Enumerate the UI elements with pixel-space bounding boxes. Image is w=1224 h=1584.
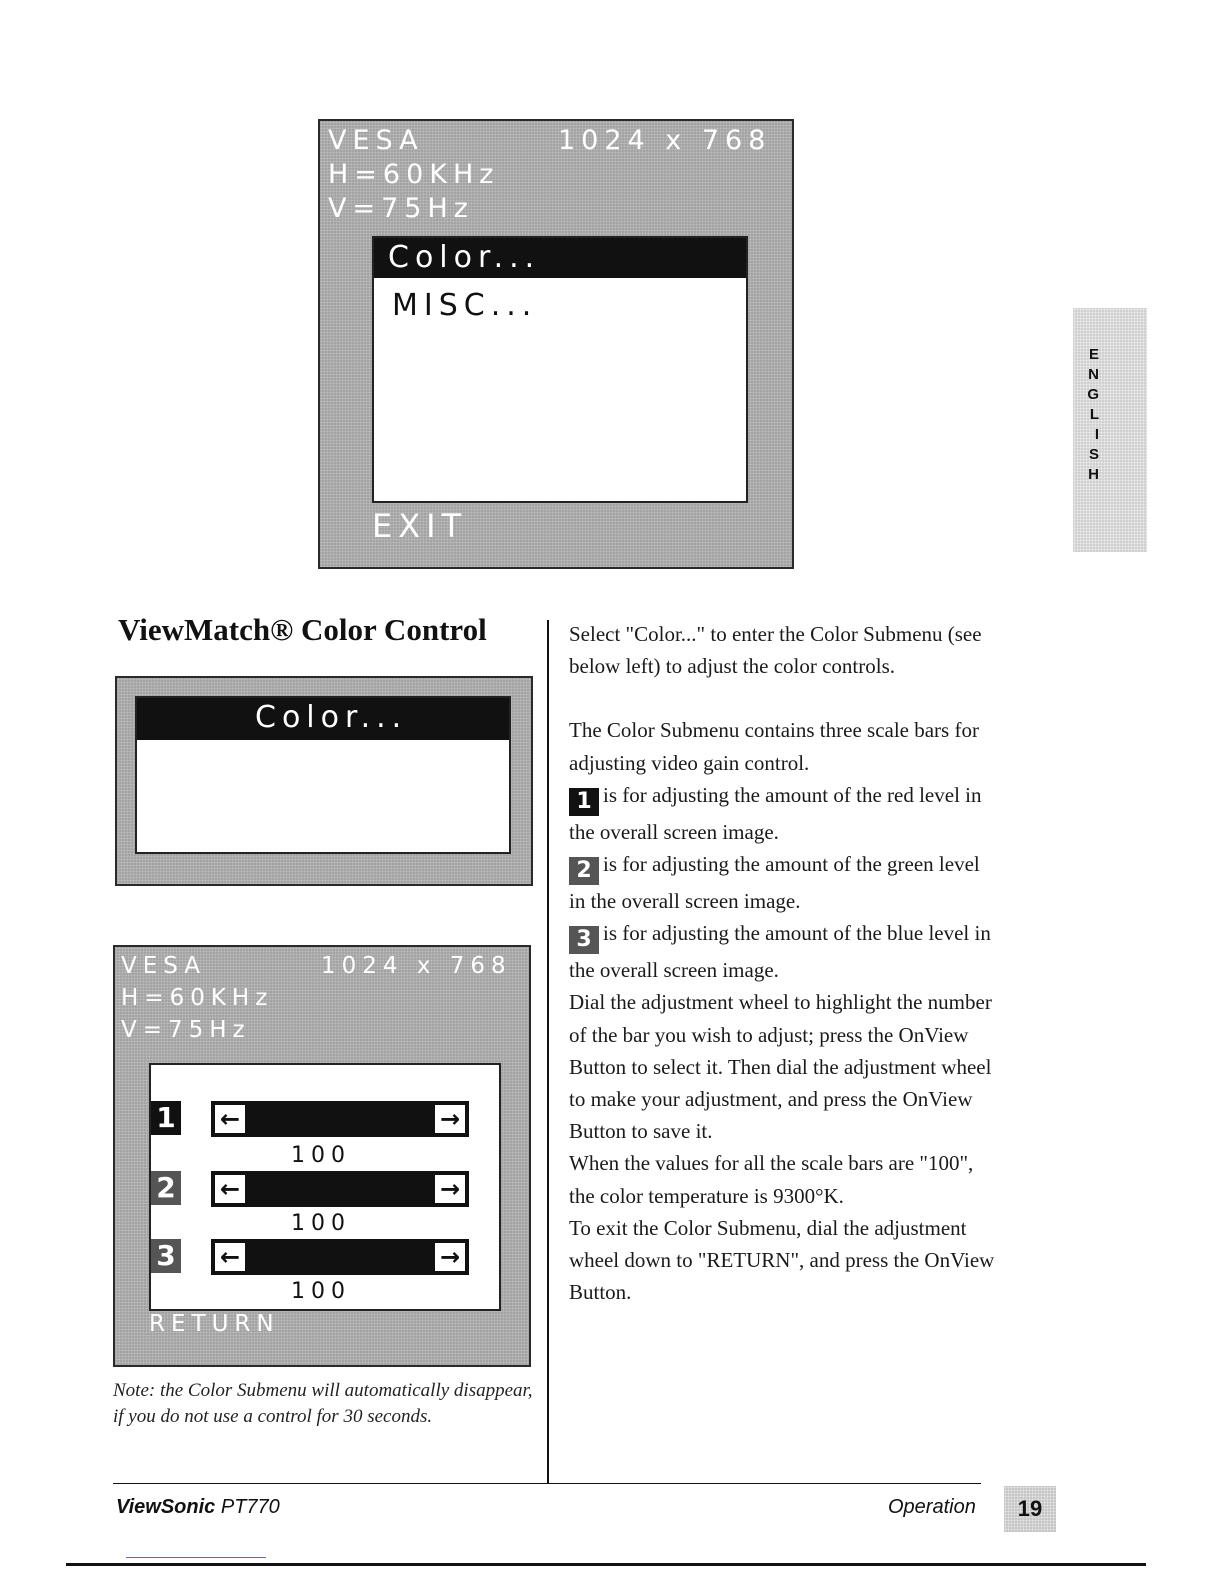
- lang-letter: I: [1094, 426, 1099, 443]
- menu-item-color-label: Color...: [388, 240, 541, 275]
- scale-bar-2[interactable]: [211, 1171, 469, 1207]
- osd-mode-label: VESA: [121, 953, 207, 979]
- lang-letter: E: [1088, 346, 1099, 363]
- arrow-left-icon[interactable]: ←: [213, 1173, 247, 1205]
- osd-hfreq-label: H=60KHz: [328, 159, 500, 190]
- main-menu-panel: [372, 236, 748, 503]
- color-menu-osd: [115, 676, 533, 886]
- number-3-icon: 3: [569, 926, 599, 954]
- scale-bar-3-number[interactable]: 3: [151, 1239, 181, 1273]
- scale-bar-3[interactable]: [211, 1239, 469, 1275]
- lang-letter: L: [1089, 406, 1099, 423]
- paragraph-spacer: [569, 682, 999, 714]
- osd-vfreq-label: V=75Hz: [328, 193, 474, 224]
- body-paragraph: Dial the adjustment wheel to highlight the number of the bar you wish to adjust; press the OnView Button to select it. Then dial the adjustment wheel to make your adjustment, and press the OnView Button to save it.: [569, 990, 992, 1144]
- lang-letter: S: [1088, 446, 1099, 463]
- language-tab: [1073, 308, 1147, 552]
- lang-letter: N: [1088, 366, 1099, 383]
- body-item-green: 2 is for adjusting the amount of the green level in the overall screen image.: [569, 852, 980, 914]
- scale-bar-1-number[interactable]: 1: [151, 1101, 181, 1135]
- menu-item-color-selected[interactable]: [374, 238, 746, 278]
- osd-vfreq-label: V=75Hz: [121, 1017, 251, 1043]
- color-menu-panel: [135, 696, 511, 854]
- arrow-left-icon[interactable]: ←: [213, 1241, 247, 1273]
- footer-model: PT770: [220, 1496, 280, 1518]
- lang-letter: G: [1087, 386, 1099, 403]
- color-menu-label: Color...: [255, 700, 408, 735]
- scale-bar-2-number[interactable]: 2: [151, 1171, 181, 1205]
- osd-exit[interactable]: EXIT: [372, 507, 468, 545]
- arrow-right-icon[interactable]: →: [433, 1241, 467, 1273]
- osd-resolution-label: 1024 x 768: [558, 125, 772, 156]
- osd-mode-label: VESA: [328, 125, 424, 156]
- scale-bar-1[interactable]: [211, 1101, 469, 1137]
- footer-section: Operation: [888, 1496, 976, 1518]
- footer-product: [116, 1496, 280, 1519]
- scale-bar-1-value: 100: [291, 1143, 351, 1168]
- body-item-blue: 3 is for adjusting the amount of the blue level in the overall screen image.: [569, 921, 991, 983]
- note-text: Note: the Color Submenu will automatically disappear, if you do not use a control for 30 seconds.: [113, 1380, 533, 1427]
- scale-bar-3-value: 100: [291, 1279, 351, 1304]
- color-submenu-panel: [149, 1063, 501, 1311]
- bottom-rule: [66, 1563, 1146, 1566]
- arrow-right-icon[interactable]: →: [433, 1103, 467, 1135]
- lang-letter: H: [1088, 466, 1099, 483]
- number-2-icon: 2: [569, 857, 599, 885]
- section-title: ViewMatch® Color Control: [118, 612, 487, 647]
- arrow-left-icon[interactable]: ←: [213, 1103, 247, 1135]
- footer-rule: [113, 1483, 981, 1484]
- menu-item-misc[interactable]: MISC...: [392, 288, 538, 323]
- footer-brand: ViewSonic: [116, 1496, 216, 1518]
- body-paragraph: To exit the Color Submenu, dial the adjustment wheel down to "RETURN", and press the OnView Button.: [569, 1215, 995, 1305]
- color-submenu-osd: [113, 945, 531, 1367]
- osd-hfreq-label: H=60KHz: [121, 985, 274, 1011]
- bottom-accent-line: [126, 1557, 266, 1558]
- main-menu-osd: [318, 119, 794, 569]
- column-divider: [547, 620, 549, 1484]
- body-paragraph: The Color Submenu contains three scale bars for adjusting video gain control.: [569, 718, 979, 775]
- osd-return[interactable]: RETURN: [149, 1311, 280, 1337]
- body-text: [569, 618, 999, 1308]
- color-menu-selected[interactable]: [137, 698, 509, 740]
- page-number: 19: [1004, 1486, 1056, 1532]
- scale-bar-2-value: 100: [291, 1211, 351, 1236]
- osd-resolution-label: 1024 x 768: [321, 953, 512, 979]
- body-item-red: 1 is for adjusting the amount of the red level in the overall screen image.: [569, 782, 982, 844]
- arrow-right-icon[interactable]: →: [433, 1173, 467, 1205]
- body-paragraph: Select "Color..." to enter the Color Submenu (see below left) to adjust the color controls.: [569, 622, 982, 679]
- body-paragraph: When the values for all the scale bars are "100", the color temperature is 9300°K.: [569, 1151, 974, 1208]
- number-1-icon: 1: [569, 788, 599, 816]
